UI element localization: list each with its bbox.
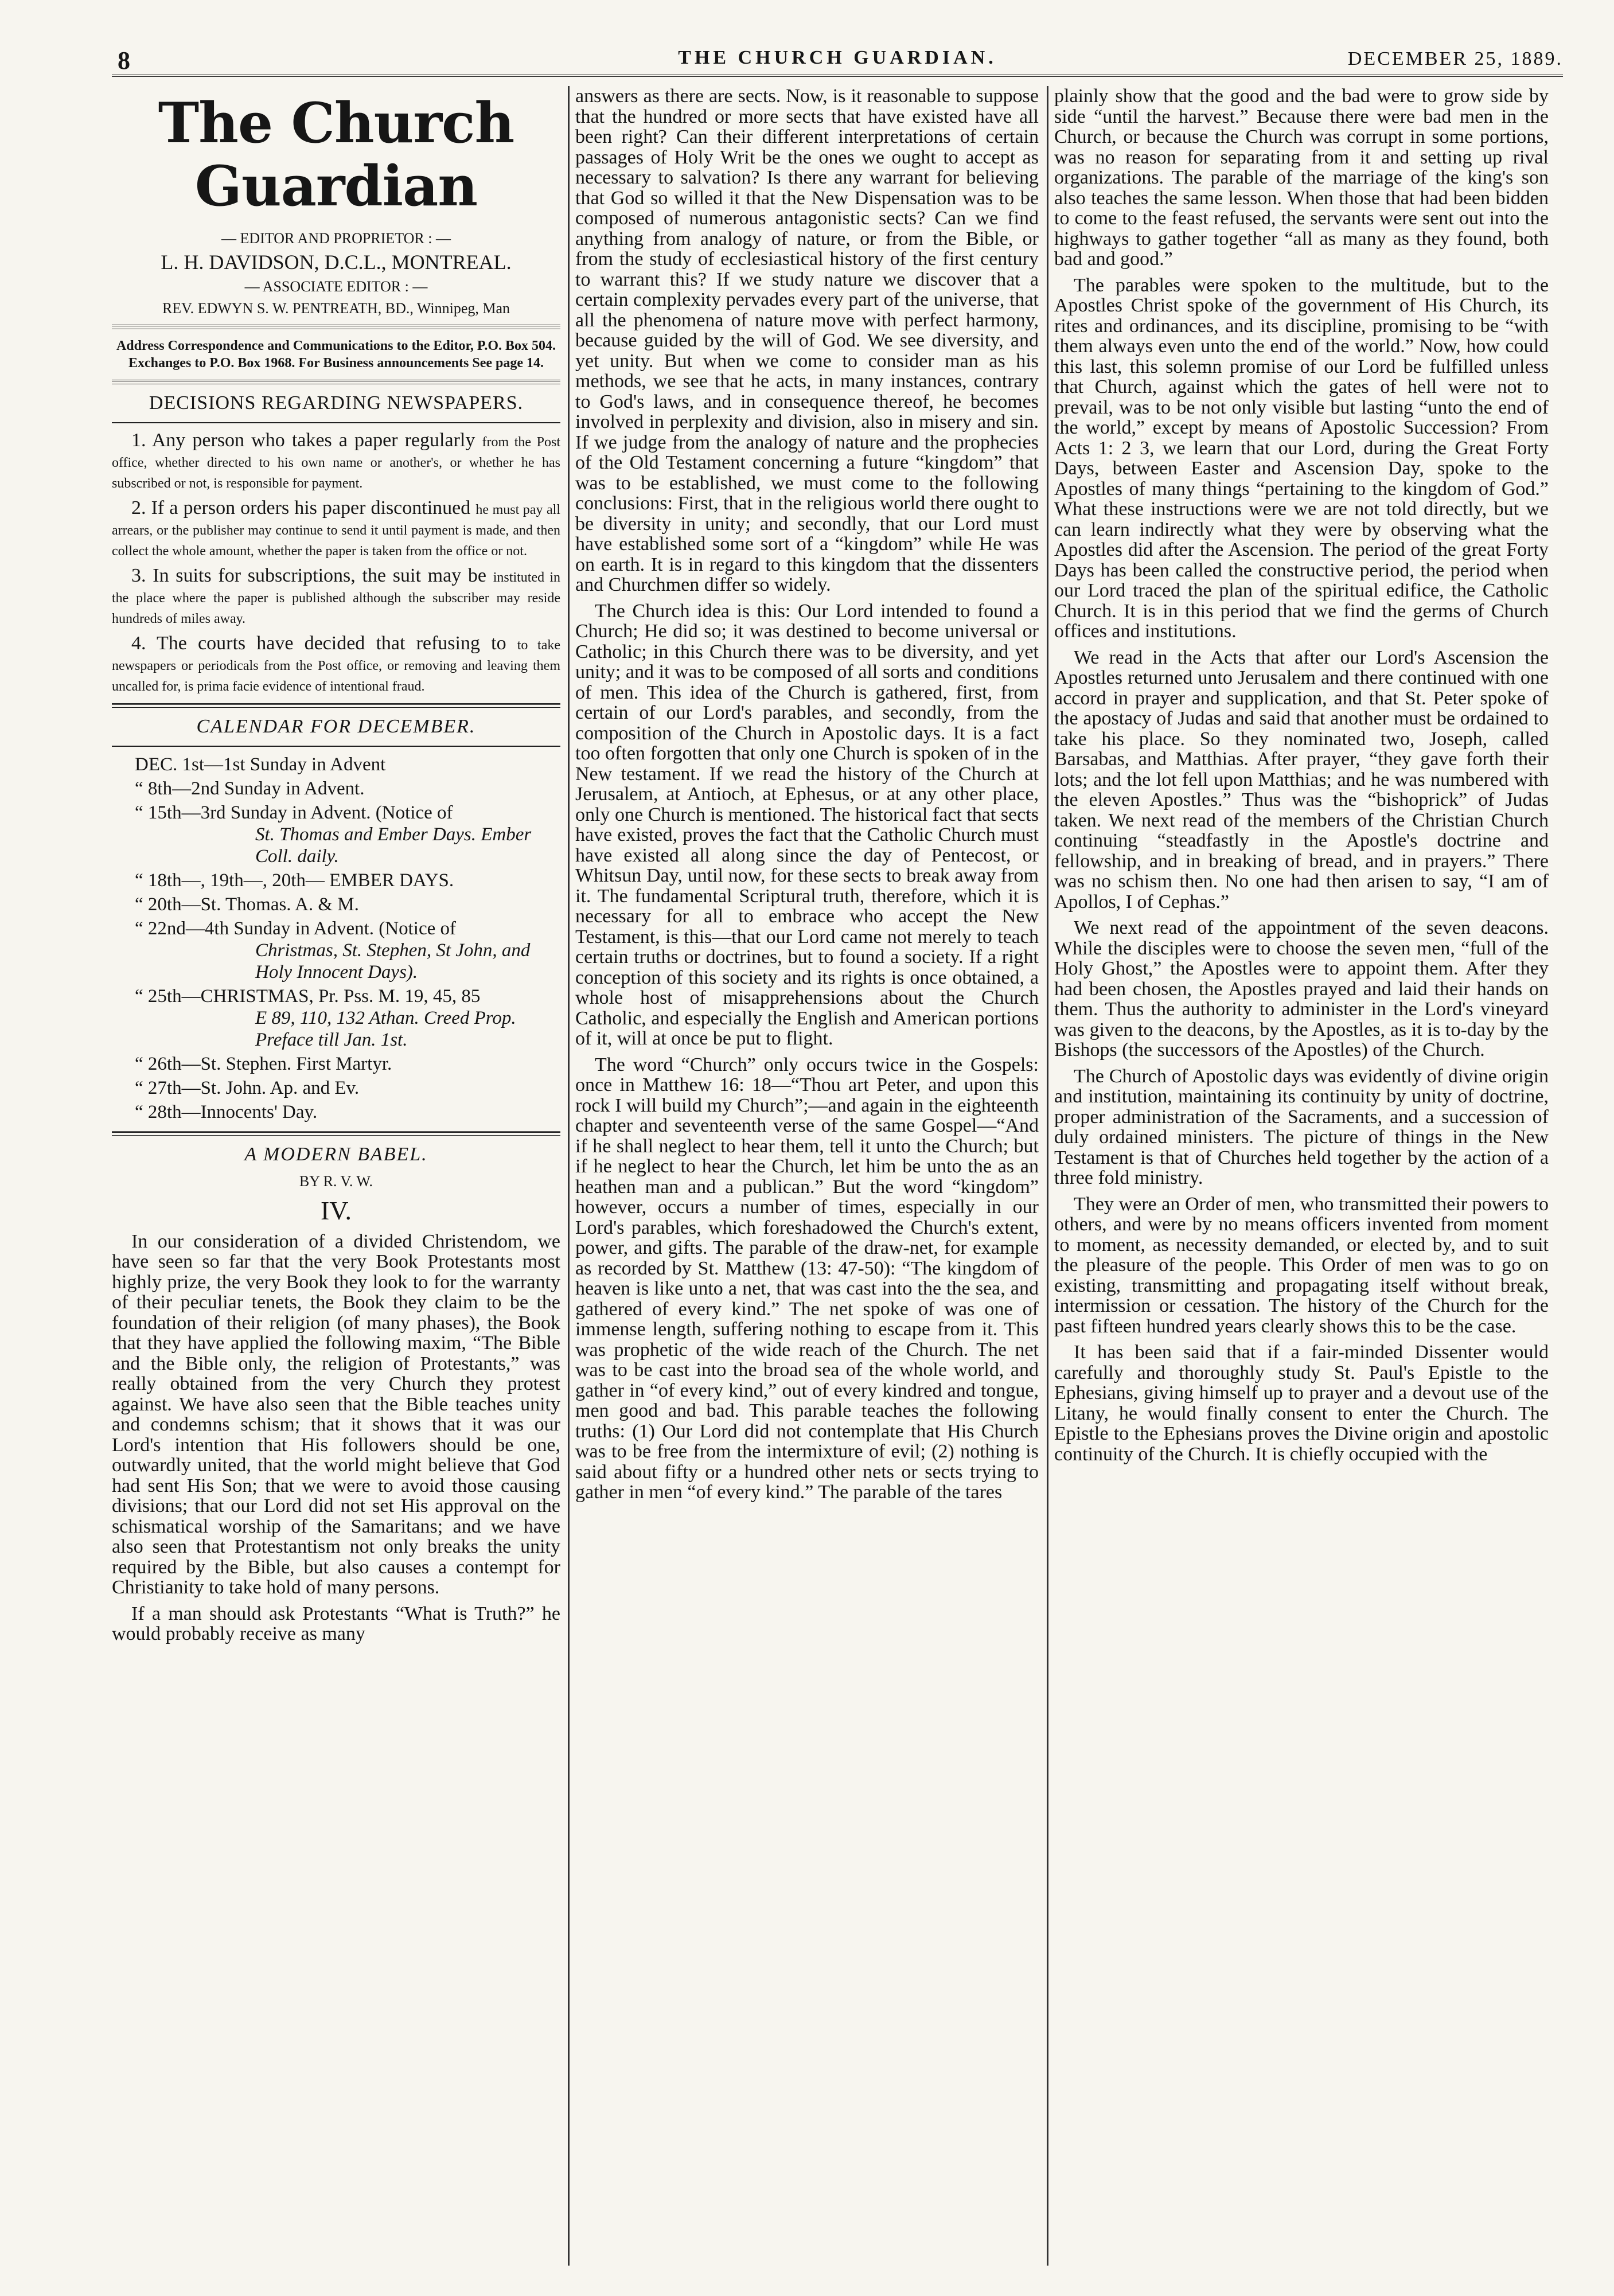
masthead-title: The Church Guardian (158, 91, 514, 219)
article-title: A MODERN BABEL. (244, 1143, 428, 1165)
article-paragraph: We next read of the appointment of the seven deacons. While the disciples were to choose the seven men, “full of the Holy Ghost,” the Apostles were to appoint them. After they had been chosen, the Apostles prayed and laid their hands on them. Thus the authority to administer in the Lord's vineyard was given to the deacons, by the Apostles, as it is to-day by the Bishops (the successors of the Apostles) of the Church. (1054, 917, 1549, 1061)
article-paragraph: answers as there are sects. Now, is it reasonable to suppose that the hundred or more sects that have existed have all been right? Can their different interpretations of certain passages of Holy Writ be the ones we ought to accept as necessary to salvation? Is there any warrant for believing that God so willed it that the New Dispensation was to be composed of numerous antagonistic sects? Can we find anything from analogy of nature, or from the Bible, or from the study of ecclesiastical history of the first century to warrant this? If we study nature we discover that a certain complexity pervades every part of the universe, that all the phenomena of nature move with perfect harmony, because guided by the will of God. We see diversity, and yet unity. But when we come to consider man as his methods, we see that he acts, in many instances, contrary to God's laws, and in consequence thereof, he becomes involved in perplexity and division, also in misery and sin. If we judge from the analogy of nature and the prophecies of the Old Testament concerning a future “kingdom” that was to be established, we must come to the following conclusions: First, that in the religious world there ought to be diversity in unity; and secondly, that our Lord must have established some sort of a “kingdom” while He was on earth. It is in regard to this kingdom that the dissenters and Churchmen differ so widely. (575, 86, 1039, 595)
column-rule (568, 86, 570, 2266)
calendar-list (112, 754, 560, 1123)
divider (112, 325, 560, 329)
decision-item: 4. The courts have decided that refusing to to take newspapers or periodicals from the Post office, or removing and leaving them uncalled for, is prima facie evidence of intentional fraud. (112, 632, 560, 694)
divider (112, 380, 560, 384)
issue-date: DECEMBER 25, 1889. (1347, 48, 1563, 69)
column-1 (112, 86, 560, 2266)
calendar-entry: “ 27th—St. John. Ap. and Ev. (135, 1077, 360, 1098)
article-paragraph: It has been said that if a fair-minded Dissenter would carefully and thoroughly study St. Paul's Epistle to the Ephesians, giving himself up to prayer and a devout use of the Litany, he would finally consent to enter the Church. The Epistle to the Ephesians proves the Divine origin and apostolic continuity of the Church. It is chiefly occupied with the (1054, 1342, 1549, 1465)
decision-item: 2. If a person orders his paper discontinued he must pay all arrears, or the publisher may continue to send it until payment is made, and then collect the whole amount, whether the paper is taken from the office or not. (112, 497, 560, 559)
decisions-list (112, 430, 560, 695)
editor-name: L. H. DAVIDSON, D.C.L., MONTREAL. (161, 251, 512, 274)
calendar-entry: “ 28th—Innocents' Day. (135, 1101, 318, 1122)
divider (112, 746, 560, 747)
associate-name: REV. EDWYN S. W. PENTREATH, BD., Winnipeg, Man (162, 299, 510, 317)
article-paragraph: If a man should ask Protestants “What is Truth?” he would probably receive as many (112, 1603, 560, 1644)
associate-label: — ASSOCIATE EDITOR : — (244, 278, 428, 295)
column-2 (575, 86, 1039, 2266)
editor-label: — EDITOR AND PROPRIETOR : — (221, 230, 451, 247)
calendar-entry: DEC. 1st—1st Sunday in Advent (135, 754, 386, 775)
article-paragraph: In our consideration of a divided Christendom, we have seen so far that the very Book Protestants most highly prize, the very Book they look to for the warranty of their peculiar tenets, the Book they claim to be the foundation of their religion (of many phases), the Book that they have applied the following maxim, “The Bible and the Bible only, the religion of Protestants,” was really obtained from the very Church they protest against. We have also seen that the Bible teaches unity and condemns schism; that it shows that it was our Lord's intention that His followers should be one, outwardly united, that the world might believe that God had sent His Son; that we were to avoid those causing divisions; that our Lord did not set His approval on the schismatical worship of the Samaritans; and we have also seen that Protestantism not only breaks the unity required by the Bible, but also causes a contempt for Christianity to take hold of many persons. (112, 1230, 560, 1598)
address-notice: Address Correspondence and Communications to the Editor, P.O. Box 504. Exchanges to P.O. Box 1968. For Business announcements See page 14. (116, 338, 556, 371)
article-part: IV. (320, 1195, 352, 1225)
article-paragraph: The Church idea is this: Our Lord intended to found a Church; He did so; it was destined to become universal or Catholic; in this Church there was to be diversity, and yet unity; and it was to be composed of all sorts and conditions of men. This idea of the Church is gathered, first, from certain of our Lord's parables, and secondly, from the composition of the Church in Apostolic days. It is a fact too often forgotten that only one Church is spoken of in the New testament. If we read the history of the Church at Jerusalem, at Antioch, at Ephesus, or at any other place, only one Church is mentioned. The historical fact that sects have existed, proves the fact that the Catholic Church must have existed all along since the day of Pentecost, or Whitsun Day, until now, for these sects to break away from it. The fundamental Scriptural truth, therefore, which it is necessary for all to embrace who accept the New Testament, is this—that our Lord came not merely to teach certain truths or doctrines, but to found a society. If a right conception of this society and its rights is once obtained, a whole host of misapprehensions about the Church Catholic, and especially the English and American portions of it, will at once be put to flight. (575, 600, 1039, 1049)
divider (112, 703, 560, 708)
calendar-entry: “ 15th—3rd Sunday in Advent. (Notice of St. Thomas and Ember Days. Ember Coll. daily. (135, 802, 532, 867)
article-paragraph: The word “Church” only occurs twice in the Gospels: once in Matthew 16: 18—“Thou art Peter, and upon this rock I will build my Church”;—and again in the eighteenth chapter and seventeenth verse of the same Gospel—“And if he shall neglect to hear them, tell it unto the Church; but if he neglect to hear the Church, let him be unto the as an heathen man and a publican.” But the word “kingdom” however, occurs a number of times, especially in our Lord's parables, which foreshadowed the Church's extent, power, and gifts. The parable of the draw-net, for example as recorded by St. Matthew (13: 47-50): “The kingdom of heaven is like unto a net, that was cast into the the sea, and gathered of every kind.” The net spoke of was one of immense length, suffering nothing to escape from it. This was prophetic of the wide reach of the Church. The net was to be cast into the broad sea of the whole world, and gather in “of every kind,” out of every kindred and tongue, men good and bad. This parable teaches the following truths: (1) Our Lord did not contemplate that His Church was to be free from the intermixture of evil; (2) nothing is said about fifty or a hundred other nets or sects trying to gather in men “of every kind.” The parable of the tares (575, 1054, 1039, 1503)
article-byline: BY R. V. W. (299, 1172, 373, 1190)
column-3 (1054, 86, 1549, 2266)
calendar-entry: “ 22nd—4th Sunday in Advent. (Notice of Christmas, St. Stephen, St John, and Holy Innocent Days). (135, 918, 531, 983)
calendar-entry: “ 26th—St. Stephen. First Martyr. (135, 1053, 392, 1074)
calendar-entry: “ 20th—St. Thomas. A. & M. (135, 894, 359, 915)
article-paragraph: The parables were spoken to the multitude, but to the Apostles Christ spoke of the government of His Church, its rites and ordinances, and its discipline, promising to be “with them always even unto the end of the world.” Now, how could this last, this solemn promise of our Lord be fulfilled unless that Church, against which the gates of hell were not to prevail, was to be not only visible but lasting “unto the end of the world,” except by means of Apostolic Succession? From Acts 1: 2 3, we learn that our Lord, during the Great Forty Days, between Easter and Ascension Day, spoke to the Apostles of many things “pertaining to the kingdom of God.” What these instructions were we are not told directly, but we can learn indirectly what they were by observing what the Apostles did after the Ascension. The period of the great Forty Days has been called the constructive period, the period when our Lord traced the plan of the spiritual edifice, the Catholic Church. It is in this period that we find the germs of Church offices and institutions. (1054, 274, 1549, 642)
column-rule (1047, 86, 1048, 2266)
page-number: 8 (118, 46, 130, 75)
article-paragraph: We read in the Acts that after our Lord's Ascension the Apostles returned unto Jerusalem and there continued with one accord in prayer and supplication, and that St. Peter spoke of the apostacy of Judas and said that another must be ordained to take his place. So they nominated two, Joseph, called Barsabas, and Matthias. After prayer, “they gave forth their lots; and the lot fell upon Matthias; and he was numbered with the eleven Apostles.” Thus was the “bishoprick” of Judas taken. We next read of the members of the Christian Church continuing “steadfastly in the Apostle's doctrine and fellowship, and in breaking of bread, and in prayers.” There was no schism then. No one had then arisen to say, “I am of Apollos, I of Cephas.” (1054, 646, 1549, 913)
calendar-entry: “ 25th—CHRISTMAS, Pr. Pss. M. 19, 45, 85 E 89, 110, 132 Athan. Creed Prop. Preface till Jan. 1st. (135, 985, 516, 1050)
decision-item: 3. In suits for subscriptions, the suit may be instituted in the place where the paper is published although the subscriber may reside hundreds of miles away. (112, 564, 560, 626)
decision-item: 1. Any person who takes a paper regularly from the Post office, whether directed to his own name or another's, or whether he has subscribed or not, is responsible for payment. (112, 429, 560, 491)
calendar-entry: “ 8th—2nd Sunday in Advent. (135, 778, 365, 799)
article-paragraph: plainly show that the good and the bad were to grow side by side “until the harvest.” Because there were bad men in the Church, or because the Church was corrupt in some portions, was no reason for separating from it and setting up rival organizations. The parable of the marriage of the king's son also teaches the same lesson. When those that had been bidden to come to the feast refused, the servants were sent out into the highways to gather together “all as many as they found, both bad and good.” (1054, 86, 1549, 270)
calendar-title: CALENDAR FOR DECEMBER. (196, 715, 476, 737)
article-paragraph: The Church of Apostolic days was evidently of divine origin and institution, maintaining its continuity by unity of doctrine, proper administration of the Sacraments, and a succession of duly ordained ministers. The picture of things in the New Testament is that of Churches held together by the action of a three fold ministry. (1054, 1065, 1549, 1188)
running-title: THE CHURCH GUARDIAN. (678, 47, 997, 68)
article-paragraph: They were an Order of men, who transmitted their powers to others, and were by no means officers invented from moment to moment, as necessity demanded, or elected by, and to suit the pleasure of the people. This Order of men was to go on existing, transmitting and propagating itself without break, intermission or cessation. The history of the Church for the past fifteen hundred years clearly shows this to be the case. (1054, 1193, 1549, 1337)
decisions-title: DECISIONS REGARDING NEWSPAPERS. (149, 392, 524, 414)
divider (112, 422, 560, 423)
calendar-entry: “ 18th—, 19th—, 20th— EMBER DAYS. (135, 870, 454, 891)
running-header (112, 40, 1563, 77)
divider (112, 1131, 560, 1136)
